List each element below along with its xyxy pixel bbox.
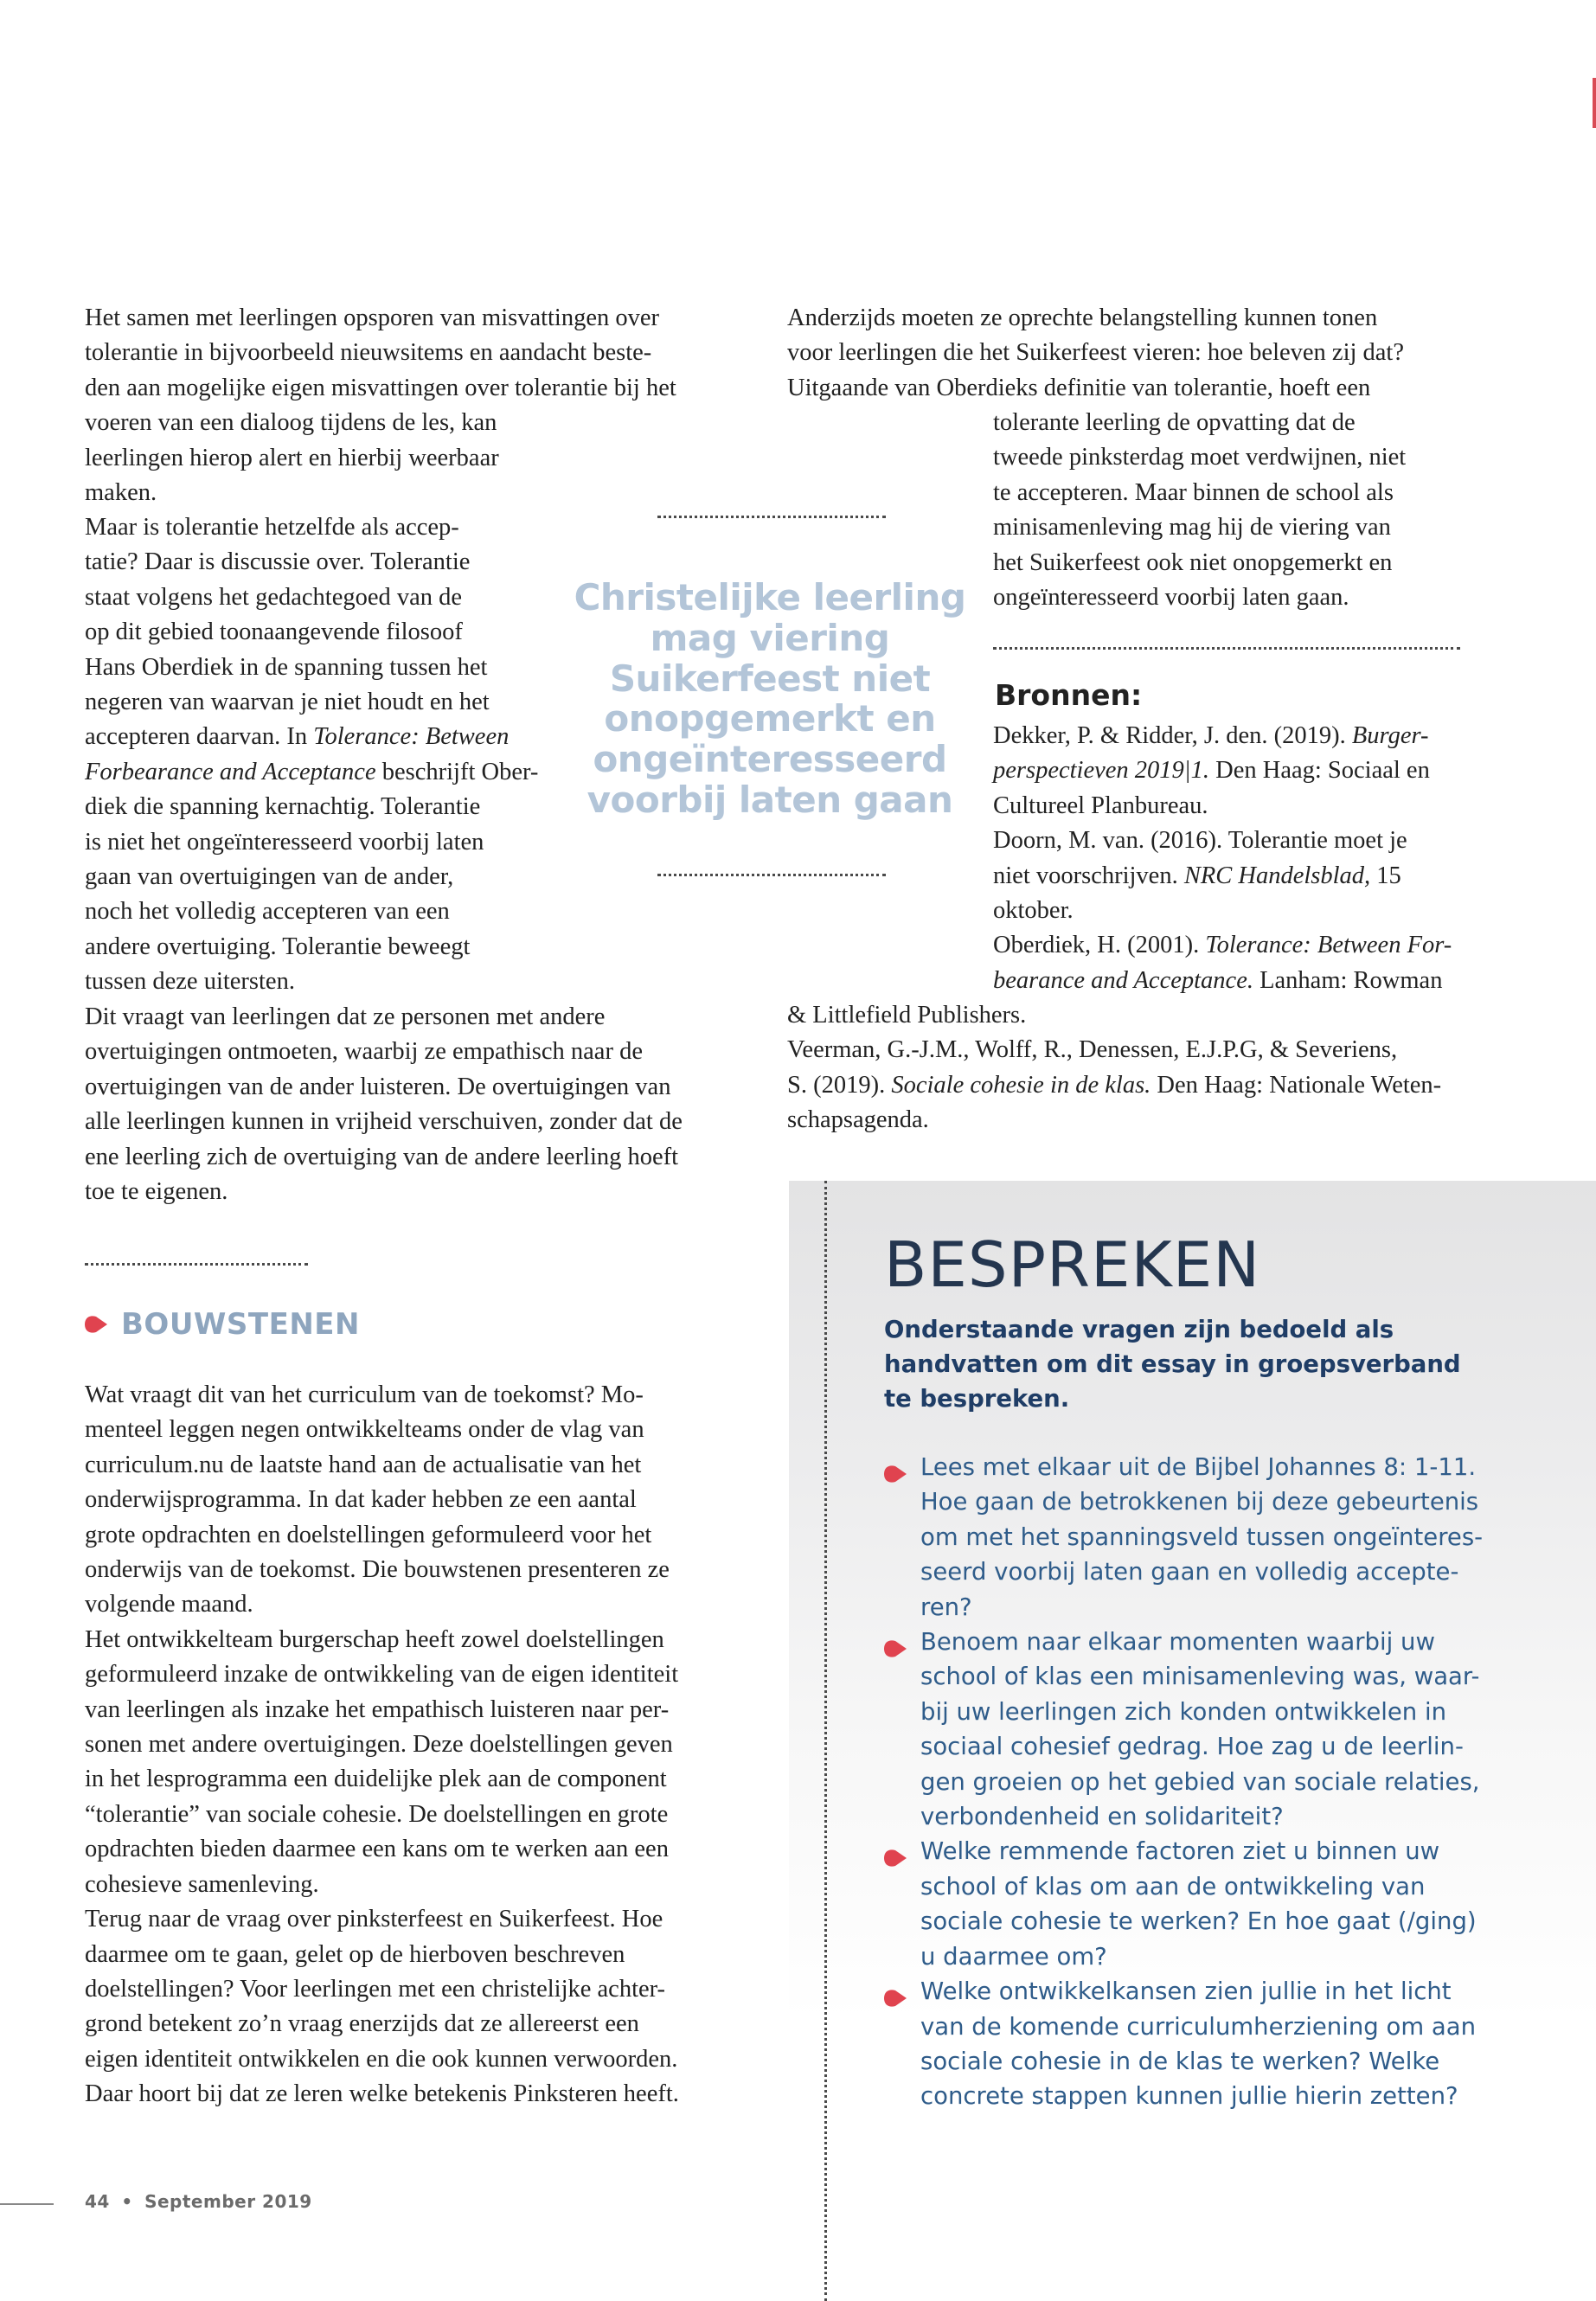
text-line: toe te eigenen.	[85, 1178, 228, 1206]
text-line: alle leerlingen kunnen in vrijheid verschuiven, zonder dat de	[85, 1108, 683, 1136]
bespreken-intro	[884, 1312, 1461, 1416]
references-full	[787, 998, 1441, 1138]
question-line: gen groeien op het gebied van sociale relaties,	[920, 1767, 1480, 1796]
text-line: op dit gebied toonaangevende filosoof	[85, 619, 463, 646]
right-paragraph-1	[787, 301, 1404, 406]
text-line: is niet het ongeïnteresseerd voorbij laten	[85, 828, 484, 856]
text-line: Daar hoort bij dat ze leren welke betekenis Pinksteren heeft.	[85, 2080, 679, 2108]
text-line: andere overtuiging. Tolerantie beweegt	[85, 933, 471, 960]
text-line: Het ontwikkelteam burgerschap heeft zowel doelstellingen	[85, 1625, 664, 1653]
text-line: Cultureel Planbureau.	[993, 792, 1208, 819]
text-line	[993, 859, 1452, 894]
dotted-divider	[657, 516, 886, 518]
text-line: Veerman, G.-J.M., Wolff, R., Denessen, E.J.P.G, & Severiens,	[787, 1036, 1398, 1064]
text-fragment: Den Haag: Sociaal en	[1209, 757, 1430, 785]
text-line: voor leerlingen die het Suikerfeest vieren: hoe beleven zij dat?	[787, 339, 1405, 367]
left-paragraph-3	[85, 1000, 683, 1209]
question-item	[884, 1625, 1490, 1834]
footer-rule	[0, 2203, 54, 2205]
question-line: Hoe gaan de betrokkenen bij deze gebeurtenis	[920, 1488, 1479, 1516]
text-line: Doorn, M. van. (2016). Tolerantie moet je	[993, 827, 1407, 855]
book-title: Tolerance: Between	[313, 723, 510, 751]
text-line: staat volgens het gedachtegoed van de	[85, 583, 463, 611]
left-paragraph-2	[85, 510, 538, 1000]
bespreken-title: BESPREKEN	[884, 1228, 1261, 1301]
footer-separator: •	[121, 2191, 133, 2212]
question-item	[884, 1834, 1490, 1974]
red-bullet-icon	[884, 1983, 907, 2002]
text-line	[85, 720, 538, 754]
text-fragment: perspectieven 2019|1.	[993, 757, 1210, 785]
text-fragment: Sociale cohesie in de klas.	[891, 1071, 1151, 1099]
question-line: Welke ontwikkelkansen zien jullie in het licht	[920, 1977, 1452, 2006]
question-line: bij uw leerlingen zich konden ontwikkelen in	[920, 1697, 1447, 1726]
text-line	[993, 753, 1452, 788]
text-line: den aan mogelijke eigen misvattingen over tolerantie bij het	[85, 374, 676, 401]
text-fragment: bearance and Acceptance.	[993, 966, 1253, 994]
text-line: Wat vraagt dit van het curriculum van de toekomst? Mo-	[85, 1381, 644, 1408]
text-line	[993, 964, 1452, 998]
text-fragment: Tolerance: Between For-	[1205, 932, 1452, 959]
text-line: minisamenleving mag hij de viering van	[993, 514, 1391, 542]
text-line: grond betekent zo’n vraag enerzijds dat ze allereerst een	[85, 2010, 639, 2038]
text-line: Dit vraagt van leerlingen dat ze personen met andere	[85, 1003, 606, 1030]
text-line: overtuigingen ontmoeten, waarbij ze empathisch naar de	[85, 1038, 643, 1066]
text-line: Hans Oberdiek in de spanning tussen het	[85, 653, 488, 681]
text-line: doelstellingen? Voor leerlingen met een christelijke achter-	[85, 1975, 666, 2003]
text-fragment: beschrijft Ober-	[375, 758, 539, 785]
text-line: leerlingen hierop alert en hierbij weerbaar	[85, 444, 499, 471]
pull-quote-line: Christelijke leerling	[574, 576, 966, 619]
text-line: Terug naar de vraag over pinksterfeest en Suikerfeest. Hoe	[85, 1906, 663, 1933]
question-line: Welke remmende factoren ziet u binnen uw	[920, 1837, 1440, 1866]
edge-accent-bar	[1593, 78, 1596, 128]
red-bullet-icon	[884, 1458, 907, 1477]
text-fragment: Lanham: Rowman	[1253, 966, 1443, 994]
pull-quote-line: Suikerfeest niet	[609, 657, 931, 700]
text-line: oktober.	[993, 897, 1074, 925]
text-fragment: Oberdiek, H. (2001).	[993, 932, 1206, 959]
text-line: menteel leggen negen ontwikkelteams onder de vlag van	[85, 1416, 644, 1444]
text-line: overtuigingen van de ander luisteren. De overtuigingen van	[85, 1073, 671, 1100]
red-bullet-icon	[884, 1843, 907, 1862]
question-line: school of klas om aan de ontwikkeling van	[920, 1872, 1426, 1900]
vertical-dotted-divider	[824, 1181, 827, 2301]
text-line: ene leerling zich de overtuiging van de andere leerling hoeft	[85, 1143, 679, 1170]
references-indented	[993, 719, 1452, 998]
text-line: “tolerantie” van sociale cohesie. De doelstellingen en grote	[85, 1800, 669, 1828]
red-bullet-icon	[85, 1315, 107, 1334]
text-fragment: accepteren daarvan. In	[85, 723, 314, 751]
question-line: van de komende curriculumherziening om aan	[920, 2012, 1476, 2041]
dotted-divider	[993, 647, 1460, 650]
text-line: tussen deze uitersten.	[85, 968, 295, 996]
issue-date: September 2019	[144, 2191, 312, 2212]
question-list	[884, 1450, 1490, 2114]
question-line: om met het spanningsveld tussen ongeïnteres-	[920, 1522, 1484, 1551]
text-fragment: Dekker, P. & Ridder, J. den. (2019).	[993, 722, 1352, 749]
pull-quote-line: onopgemerkt en	[604, 697, 936, 740]
pull-quote-line: voorbij laten gaan	[586, 778, 953, 821]
text-fragment: S. (2019).	[787, 1071, 892, 1099]
text-line: diek die spanning kernachtig. Tolerantie	[85, 793, 481, 821]
text-line	[993, 928, 1452, 963]
book-title: Forbearance and Acceptance	[85, 758, 376, 785]
text-line: tweede pinksterdag moet verdwijnen, niet	[993, 444, 1407, 471]
question-line: concrete stappen kunnen jullie hierin zetten?	[920, 2082, 1458, 2111]
text-line: eigen identiteit ontwikkelen en die ook kunnen verwoorden.	[85, 2045, 678, 2073]
text-line	[787, 1068, 1441, 1103]
text-line: tolerante leerling de opvatting dat de	[993, 409, 1356, 436]
text-fragment: 15	[1370, 862, 1401, 889]
question-line: Lees met elkaar uit de Bijbel Johannes 8: 1-11.	[920, 1453, 1477, 1481]
dotted-divider	[657, 874, 886, 876]
text-line: van leerlingen als inzake het empathisch luisteren naar per-	[85, 1695, 670, 1723]
text-line: Het samen met leerlingen opsporen van misvattingen over	[85, 304, 660, 331]
text-fragment: Burger-	[1351, 722, 1429, 749]
text-line: onderwijs van de toekomst. Die bouwstenen presenteren ze	[85, 1556, 670, 1584]
question-line: u daarmee om?	[920, 1942, 1107, 1971]
text-line: ongeïnteresseerd voorbij laten gaan.	[993, 584, 1349, 612]
question-line: sociale cohesie in de klas te werken? Welke	[920, 2047, 1440, 2075]
text-line: schapsagenda.	[787, 1106, 929, 1134]
text-line: curriculum.nu de laatste hand aan de actualisatie van het	[85, 1451, 642, 1478]
text-line: negeren van waarvan je niet houdt en het	[85, 689, 490, 716]
text-line: noch het volledig accepteren van een	[85, 898, 450, 926]
text-line	[85, 755, 538, 790]
question-line: ren?	[920, 1593, 972, 1621]
question-line: seerd voorbij laten gaan en volledig accepte-	[920, 1558, 1459, 1586]
text-line: Uitgaande van Oberdieks definitie van tolerantie, hoeft een	[787, 374, 1371, 401]
text-line: & Littlefield Publishers.	[787, 1002, 1027, 1029]
text-line	[993, 719, 1452, 753]
pull-quote-line: ongeïnteresseerd	[593, 738, 947, 781]
text-line: sonen met andere overtuigingen. Deze doelstellingen geven	[85, 1731, 673, 1759]
bronnen-heading: Bronnen:	[995, 678, 1143, 712]
section-heading-bouwstenen	[85, 1307, 360, 1342]
question-item	[884, 1974, 1490, 2114]
left-paragraph-1	[85, 301, 676, 510]
text-line: Maar is tolerantie hetzelfde als accep-	[85, 514, 459, 541]
text-line: grote opdrachten en doelstellingen geformuleerd voor het	[85, 1521, 652, 1548]
page-footer	[85, 2191, 312, 2212]
text-fragment: NRC Handelsblad,	[1183, 862, 1371, 889]
text-line: onderwijsprogramma. In dat kader hebben ze een aantal	[85, 1486, 637, 1514]
text-line: geformuleerd inzake de ontwikkeling van de eigen identiteit	[85, 1661, 679, 1689]
question-line: verbondenheid en solidariteit?	[920, 1803, 1284, 1831]
question-line: Benoem naar elkaar momenten waarbij uw	[920, 1628, 1435, 1657]
intro-line: handvatten om dit essay in groepsverband	[884, 1350, 1461, 1378]
text-line: maken.	[85, 479, 157, 507]
question-line: sociaal cohesief gedrag. Hoe zag u de leerlin-	[920, 1733, 1464, 1761]
text-line: voeren van een dialoog tijdens de les, kan	[85, 409, 497, 437]
text-line: daarmee om te gaan, gelet op de hierboven beschreven	[85, 1940, 625, 1968]
text-line: volgende maand.	[85, 1591, 253, 1618]
text-line: het Suikerfeest ook niet onopgemerkt en	[993, 548, 1393, 576]
text-line: tolerantie in bijvoorbeeld nieuwsitems en aandacht beste-	[85, 339, 652, 367]
page-number: 44	[85, 2191, 110, 2212]
text-line: te accepteren. Maar binnen de school als	[993, 478, 1394, 506]
text-fragment: niet voorschrijven.	[993, 862, 1184, 889]
right-paragraph-1-indented	[993, 406, 1406, 615]
text-line: cohesieve samenleving.	[85, 1870, 319, 1898]
intro-line: Onderstaande vragen zijn bedoeld als	[884, 1316, 1394, 1343]
text-line: Anderzijds moeten ze oprechte belangstelling kunnen tonen	[787, 304, 1378, 331]
question-line: sociale cohesie te werken? En hoe gaat (/ging)	[920, 1907, 1477, 1936]
left-paragraph-4	[85, 1378, 679, 2112]
pull-quote	[571, 578, 969, 821]
intro-line: te bespreken.	[884, 1385, 1070, 1413]
text-line: gaan van overtuigingen van de ander,	[85, 863, 454, 891]
text-line: tatie? Daar is discussie over. Tolerantie	[85, 548, 471, 576]
question-item	[884, 1450, 1490, 1625]
red-bullet-icon	[884, 1633, 907, 1652]
question-line: school of klas een minisamenleving was, waar-	[920, 1663, 1480, 1691]
text-line: in het lesprogramma een duidelijke plek aan de component	[85, 1766, 667, 1793]
text-fragment: Den Haag: Nationale Weten-	[1151, 1071, 1442, 1099]
text-line: opdrachten bieden daarmee een kans om te werken aan een	[85, 1836, 669, 1863]
pull-quote-line: mag viering	[650, 616, 890, 659]
dotted-divider	[85, 1263, 308, 1266]
section-heading-label: BOUWSTENEN	[121, 1307, 360, 1342]
